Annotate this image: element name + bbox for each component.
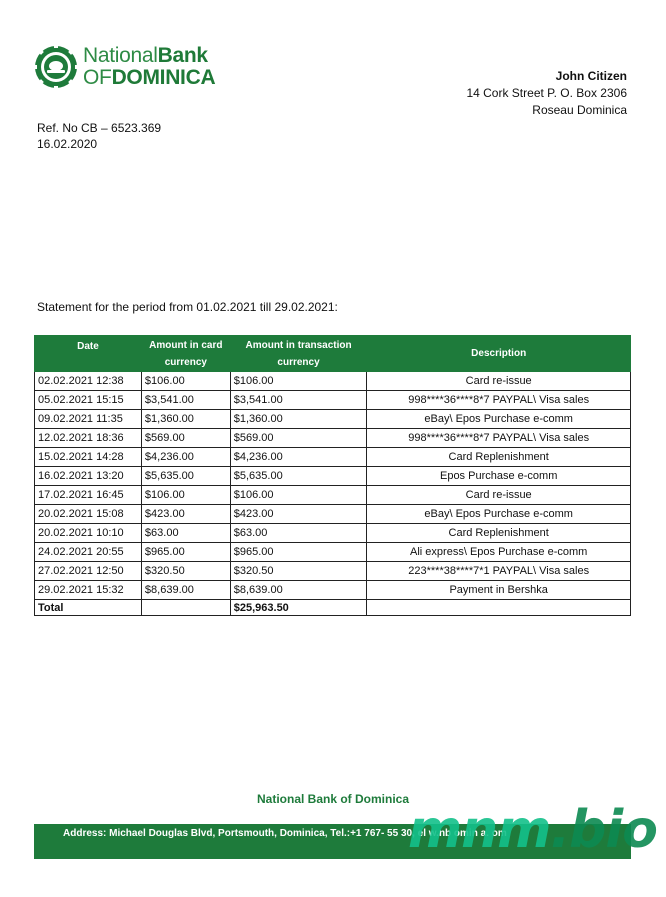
logo-of: OF xyxy=(83,66,112,89)
cell-date: 20.02.2021 10:10 xyxy=(35,524,142,543)
cell-transaction-amount: $106.00 xyxy=(230,372,367,391)
table-row xyxy=(35,448,631,467)
table-total-row xyxy=(35,600,631,616)
statement-period: Statement for the period from 01.02.2021 till 29.02.2021: xyxy=(37,300,338,314)
recipient-address-line1: 14 Cork Street P. O. Box 2306 xyxy=(466,86,627,100)
bank-logo xyxy=(33,42,248,94)
cell-card-amount: $106.00 xyxy=(141,486,230,505)
bank-seal-icon xyxy=(33,44,79,90)
cell-date: 27.02.2021 12:50 xyxy=(35,562,142,581)
cell-date: 17.02.2021 16:45 xyxy=(35,486,142,505)
cell-card-amount: $423.00 xyxy=(141,505,230,524)
cell-description: eBay\ Epos Purchase e-comm xyxy=(367,505,631,524)
cell-transaction-amount: $3,541.00 xyxy=(230,391,367,410)
footer-bank-name: National Bank of Dominica xyxy=(256,792,410,806)
cell-card-amount: $3,541.00 xyxy=(141,391,230,410)
cell-description: 998****36****8*7 PAYPAL\ Visa sales xyxy=(367,391,631,410)
cell-card-amount: $320.50 xyxy=(141,562,230,581)
cell-date: 05.02.2021 15:15 xyxy=(35,391,142,410)
table-row xyxy=(35,581,631,600)
cell-description: 223****38****7*1 PAYPAL\ Visa sales xyxy=(367,562,631,581)
cell-transaction-amount: $569.00 xyxy=(230,429,367,448)
total-empty xyxy=(367,600,631,616)
table-row xyxy=(35,543,631,562)
cell-transaction-amount: $5,635.00 xyxy=(230,467,367,486)
cell-description: Ali express\ Epos Purchase e-comm xyxy=(367,543,631,562)
recipient-address-line2: Roseau Dominica xyxy=(532,103,627,117)
cell-card-amount: $569.00 xyxy=(141,429,230,448)
cell-transaction-amount: $8,639.00 xyxy=(230,581,367,600)
table-row xyxy=(35,391,631,410)
reference-number: Ref. No CB – 6523.369 xyxy=(37,121,162,135)
cell-transaction-amount: $423.00 xyxy=(230,505,367,524)
cell-transaction-amount: $106.00 xyxy=(230,486,367,505)
cell-date: 24.02.2021 20:55 xyxy=(35,543,142,562)
table-header-row xyxy=(35,336,631,372)
cell-transaction-amount: $4,236.00 xyxy=(230,448,367,467)
cell-date: 02.02.2021 12:38 xyxy=(35,372,142,391)
cell-description: eBay\ Epos Purchase e-comm xyxy=(367,410,631,429)
logo-bank: Bank xyxy=(157,44,208,67)
table-row xyxy=(35,486,631,505)
cell-transaction-amount: $63.00 xyxy=(230,524,367,543)
cell-date: 20.02.2021 15:08 xyxy=(35,505,142,524)
logo-national: National xyxy=(83,44,158,67)
cell-description: Card re-issue xyxy=(367,486,631,505)
cell-date: 29.02.2021 15:32 xyxy=(35,581,142,600)
watermark xyxy=(408,800,657,860)
cell-transaction-amount: $1,360.00 xyxy=(230,410,367,429)
table-row xyxy=(35,524,631,543)
table-row xyxy=(35,505,631,524)
table-row xyxy=(35,429,631,448)
watermark-text-a: mnm xyxy=(408,800,551,860)
watermark-text-b: .bio xyxy=(550,800,657,860)
table-row xyxy=(35,562,631,581)
reference-date: 16.02.2020 xyxy=(37,137,98,151)
cell-description: Epos Purchase e-comm xyxy=(367,467,631,486)
transactions-table xyxy=(34,335,631,616)
cell-date: 12.02.2021 18:36 xyxy=(35,429,142,448)
cell-card-amount: $965.00 xyxy=(141,543,230,562)
header-card-amount: Amount in card currency xyxy=(141,336,230,372)
logo-dominica: DOMINICA xyxy=(111,66,216,89)
cell-card-amount: $63.00 xyxy=(141,524,230,543)
table-row xyxy=(35,467,631,486)
cell-description: Payment in Bershka xyxy=(367,581,631,600)
cell-card-amount: $1,360.00 xyxy=(141,410,230,429)
cell-description: Card re-issue xyxy=(367,372,631,391)
cell-card-amount: $4,236.00 xyxy=(141,448,230,467)
header-date: Date xyxy=(35,336,142,372)
recipient-address-block xyxy=(466,68,627,119)
reference-block xyxy=(37,120,161,152)
header-description: Description xyxy=(367,336,631,372)
total-label: Total xyxy=(35,600,142,616)
cell-date: 09.02.2021 11:35 xyxy=(35,410,142,429)
header-transaction-amount: Amount in transaction currency xyxy=(230,336,367,372)
cell-description: Card Replenishment xyxy=(367,448,631,467)
cell-card-amount: $8,639.00 xyxy=(141,581,230,600)
cell-description: 998****36****8*7 PAYPAL\ Visa sales xyxy=(367,429,631,448)
total-value: $25,963.50 xyxy=(230,600,367,616)
recipient-name: John Citizen xyxy=(555,69,627,83)
cell-transaction-amount: $965.00 xyxy=(230,543,367,562)
cell-description: Card Replenishment xyxy=(367,524,631,543)
cell-transaction-amount: $320.50 xyxy=(230,562,367,581)
cell-card-amount: $106.00 xyxy=(141,372,230,391)
table-row xyxy=(35,372,631,391)
table-row xyxy=(35,410,631,429)
cell-card-amount: $5,635.00 xyxy=(141,467,230,486)
cell-date: 16.02.2021 13:20 xyxy=(35,467,142,486)
cell-date: 15.02.2021 14:28 xyxy=(35,448,142,467)
total-empty xyxy=(141,600,230,616)
footer-address: Address: Michael Douglas Blvd, Portsmouth, Dominica, Tel.:+1 767- 55 30, el w.nb omin a. om xyxy=(63,828,507,839)
